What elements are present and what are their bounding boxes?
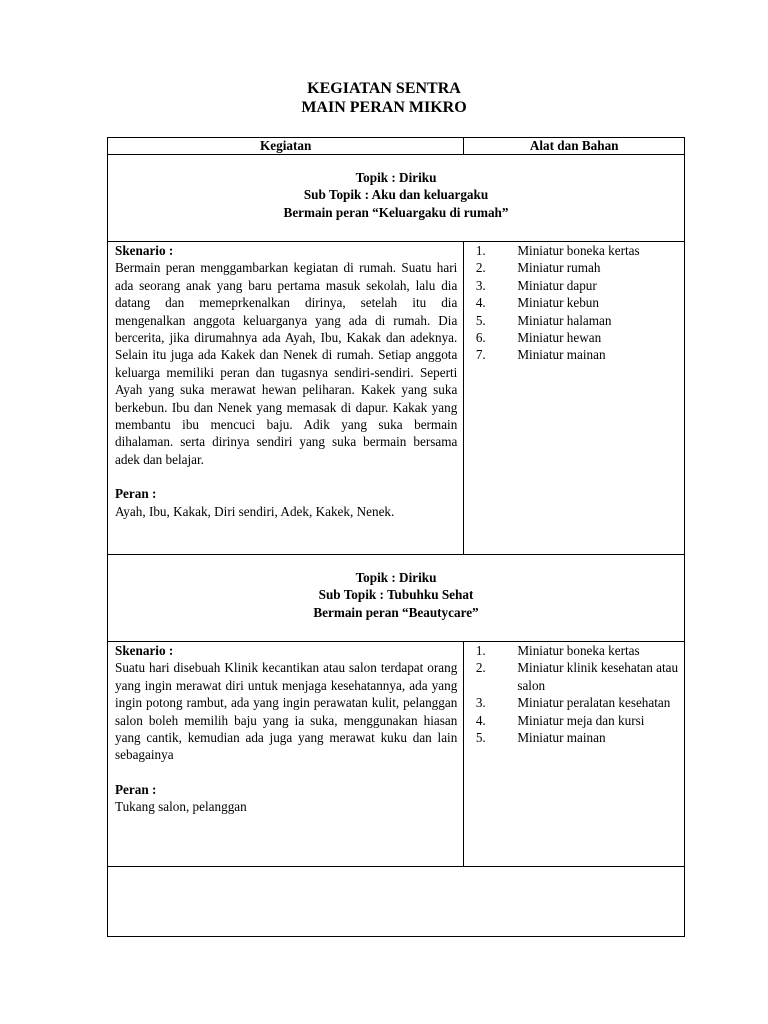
section1-sub-topik: Sub Topik : Aku dan keluargaku — [303, 187, 489, 203]
section2-alat-list — [466, 642, 684, 746]
section2-sub-topik: Sub Topik : Tubuhku Sehat — [318, 587, 474, 603]
section2-topic-row — [108, 555, 685, 642]
list-item: 1. Miniatur boneka kertas — [492, 242, 684, 259]
document-title-line1: KEGIATAN SENTRA — [307, 80, 461, 97]
header-alat-dan-bahan: Alat dan Bahan — [464, 138, 685, 155]
section1-skenario-text: Bermain peran menggambarkan kegiatan di rumah. Suatu hari ada seorang anak yang baru pertama masuk sekolah, lalu dia datang dan memeprkenalkan dirinya, setelah itu dia mengenalkan anggota keluarganya yang ada di rumah. Dia bercerita, jika dirumahnya ada Ayah, Ibu, Kakak dan adeknya. Selain itu juga ada Kakek dan Nenek di rumah. Setiap anggota keluarga memiliki peran dan tugasnya sendiri-sendiri. Seperti Ayah yang suka merawat hewan peliharan. Kakek yang suka berkebun. Ibu dan Nenek yang memasak di dapur. Kakak yang membantu ibu mencuci baju. Adik yang suka bermain dihalaman. serta dirinya sendiri yang suka bermain bersama adek dan belajar. — [115, 260, 458, 467]
section2-skenario-cell — [108, 642, 464, 867]
section2-peran-text: Tukang salon, pelanggan — [115, 799, 247, 815]
section1-peran-text: Ayah, Ibu, Kakak, Diri sendiri, Adek, Kakek, Nenek. — [115, 503, 395, 519]
list-item: 2. Miniatur rumah — [492, 259, 684, 276]
list-item: 4. Miniatur meja dan kursi — [492, 712, 684, 729]
list-item: 6. Miniatur hewan — [492, 329, 684, 346]
section1-skenario-label: Skenario : — [115, 243, 174, 258]
list-item: 5. Miniatur halaman — [492, 312, 684, 329]
section1-content-row — [108, 242, 685, 555]
section2-topik: Topik : Diriku — [355, 570, 437, 585]
empty-row — [108, 867, 685, 937]
section2-skenario-text: Suatu hari disebuah Klinik kecantikan atau salon terdapat orang yang ingin merawat diri untuk menjaga kesehatannya, ada yang ingin potong rambut, ada yang ingin perawatan kulit, pelanggan salon boleh memilih baju yang ia suka, menggunakan hiasan yang cantik, kemudian ada juga yang merawat kuku dan lain sebagainya — [115, 660, 458, 763]
section1-topic-row — [108, 155, 685, 242]
section2-skenario-label: Skenario : — [115, 643, 174, 658]
document-title-line2: MAIN PERAN MIKRO — [301, 99, 467, 116]
list-item: 3. Miniatur peralatan kesehatan — [492, 694, 684, 711]
section1-alat-list — [466, 242, 684, 364]
section1-alat-cell — [464, 242, 685, 555]
section2-content-row — [108, 642, 685, 867]
kegiatan-table — [107, 137, 685, 937]
table-header-row — [108, 138, 685, 155]
section1-topik: Topik : Diriku — [355, 170, 437, 185]
list-item: 7. Miniatur mainan — [492, 346, 684, 363]
section2-peran-label: Peran : — [115, 781, 157, 797]
section2-topic-cell — [108, 555, 685, 642]
header-kegiatan: Kegiatan — [108, 138, 464, 155]
section1-skenario-cell — [108, 242, 464, 555]
section2-bermain-peran: Bermain peran “Beautycare” — [313, 604, 479, 620]
section1-topic-cell — [108, 155, 685, 242]
list-item: 2. Miniatur klinik kesehatan atau salon — [492, 659, 684, 694]
list-item: 5. Miniatur mainan — [492, 729, 684, 746]
empty-cell — [108, 867, 685, 937]
list-item: 3. Miniatur dapur — [492, 277, 684, 294]
section1-bermain-peran: Bermain peran “Keluargaku di rumah” — [283, 204, 509, 220]
list-item: 4. Miniatur kebun — [492, 294, 684, 311]
section2-alat-cell — [464, 642, 685, 867]
section1-peran-label: Peran : — [115, 486, 157, 502]
list-item: 1. Miniatur boneka kertas — [492, 642, 684, 659]
